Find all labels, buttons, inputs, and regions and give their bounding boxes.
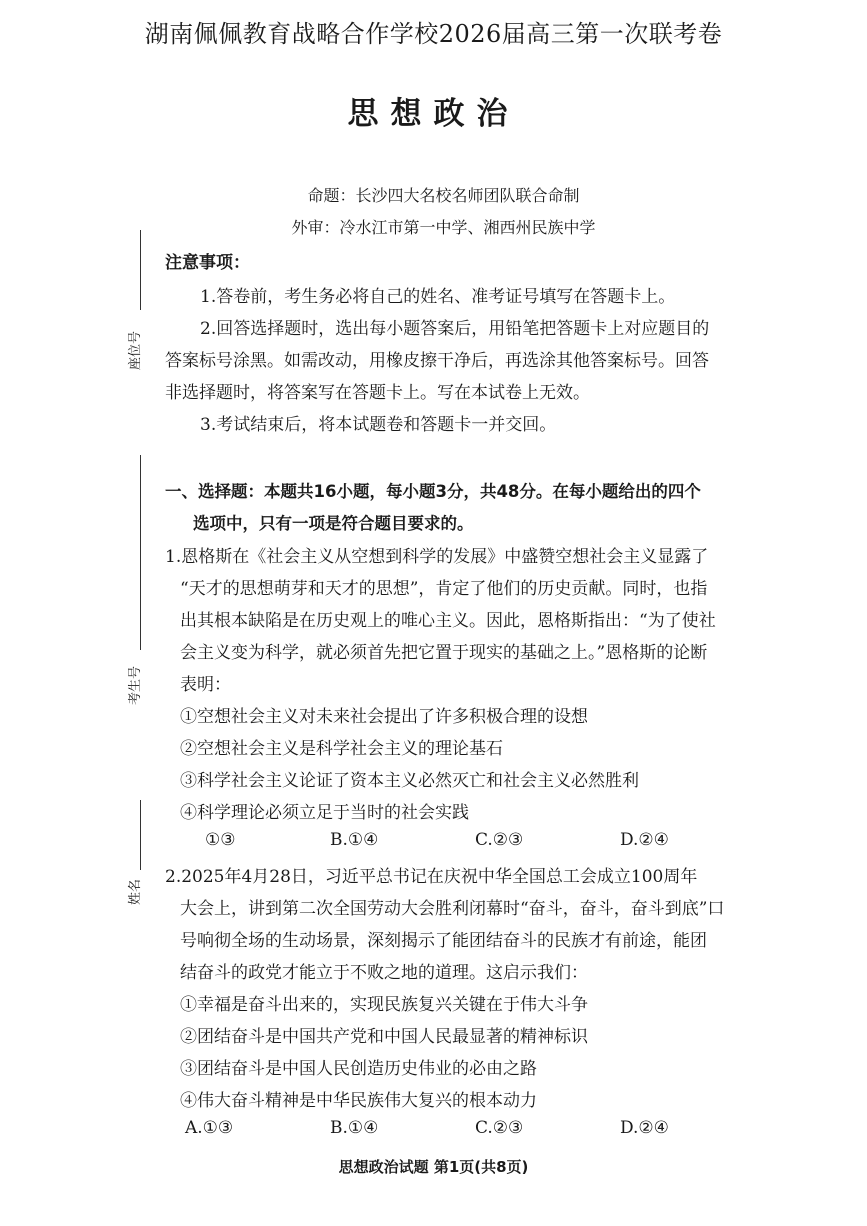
q1-stem: 出其根本缺陷是在历史观上的唯心主义。因此，恩格斯指出：“为了使社 <box>180 611 716 631</box>
q1-options <box>0 830 867 854</box>
q2-option-d[interactable]: D.②④ <box>620 1118 669 1138</box>
credit-reviewer: 外审：冷水江市第一中学、湘西州民族中学 <box>291 218 596 237</box>
q2-stem: 大会上，讲到第二次全国劳动大会胜利闭幕时“奋斗，奋斗，奋斗到底”口 <box>180 899 725 919</box>
notice-heading: 注意事项： <box>165 253 250 273</box>
q2-statement: ③团结奋斗是中国人民创造历史伟业的必由之路 <box>180 1059 537 1079</box>
q2-statement: ②团结奋斗是中国共产党和中国人民最显著的精神标识 <box>180 1027 588 1047</box>
exam-number-label: 考生号 <box>128 665 143 705</box>
seat-line <box>140 230 141 310</box>
section-heading-cont: 选项中，只有一项是符合题目要求的。 <box>193 514 474 533</box>
exam-number-line <box>140 455 141 650</box>
q1-option-a[interactable]: ①③ <box>205 830 236 850</box>
notice-line: 1.答卷前，考生务必将自己的姓名、准考证号填写在答题卡上。 <box>200 287 676 307</box>
q1-option-c[interactable]: C.②③ <box>475 830 524 850</box>
notice-line: 答案标号涂黑。如需改动，用橡皮擦干净后，再选涂其他答案标号。回答 <box>165 351 709 371</box>
notice-line: 2.回答选择题时，选出每小题答案后，用铅笔把答题卡上对应题目的 <box>200 319 710 339</box>
notice-line: 非选择题时，将答案写在答题卡上。写在本试卷上无效。 <box>165 383 590 403</box>
q1-stem: “天才的思想萌芽和天才的思想”，肯定了他们的历史贡献。同时，也指 <box>180 579 708 599</box>
q1-statement: ②空想社会主义是科学社会主义的理论基石 <box>180 739 503 759</box>
q2-option-c[interactable]: C.②③ <box>475 1118 524 1138</box>
q1-option-b[interactable]: B.①④ <box>330 830 379 850</box>
subject-title: 思想政治 <box>347 96 520 132</box>
q1-statement: ①空想社会主义对未来社会提出了许多积极合理的设想 <box>180 707 588 727</box>
q1-option-d[interactable]: D.②④ <box>620 830 669 850</box>
q2-stem: 号响彻全场的生动场景，深刻揭示了能团结奋斗的民族才有前途，能团 <box>180 931 707 951</box>
q1-statement: ③科学社会主义论证了资本主义必然灭亡和社会主义必然胜利 <box>180 771 639 791</box>
q1-stem: 1.恩格斯在《社会主义从空想到科学的发展》中盛赞空想社会主义显露了 <box>165 547 709 567</box>
credit-author: 命题：长沙四大名校名师团队联合命制 <box>307 186 580 205</box>
q1-statement: ④科学理论必须立足于当时的社会实践 <box>180 803 469 823</box>
q2-option-b[interactable]: B.①④ <box>330 1118 379 1138</box>
q1-stem: 会主义变为科学，就必须首先把它置于现实的基础之上。”恩格斯的论断 <box>180 643 708 663</box>
q2-option-a[interactable]: A.①③ <box>185 1118 234 1138</box>
q2-options <box>0 1118 867 1142</box>
q2-statement: ④伟大奋斗精神是中华民族伟大复兴的根本动力 <box>180 1091 537 1111</box>
q1-stem: 表明： <box>180 675 231 695</box>
q2-statement: ①幸福是奋斗出来的，实现民族复兴关键在于伟大斗争 <box>180 995 588 1015</box>
section-heading: 一、选择题：本题共16小题，每小题3分，共48分。在每小题给出的四个 <box>165 482 701 501</box>
seat-label: 座位号 <box>128 330 143 370</box>
q2-stem: 结奋斗的政党才能立于不败之地的道理。这启示我们： <box>180 963 588 983</box>
exam-header: 湖南佩佩教育战略合作学校2026届高三第一次联考卷 <box>144 20 723 48</box>
page-footer: 思想政治试题 第1页(共8页) <box>338 1158 529 1176</box>
notice-line: 3.考试结束后，将本试题卷和答题卡一并交回。 <box>200 415 557 435</box>
name-label: 姓名 <box>128 878 143 905</box>
q2-stem: 2.2025年4月28日，习近平总书记在庆祝中华全国总工会成立100周年 <box>165 867 698 887</box>
